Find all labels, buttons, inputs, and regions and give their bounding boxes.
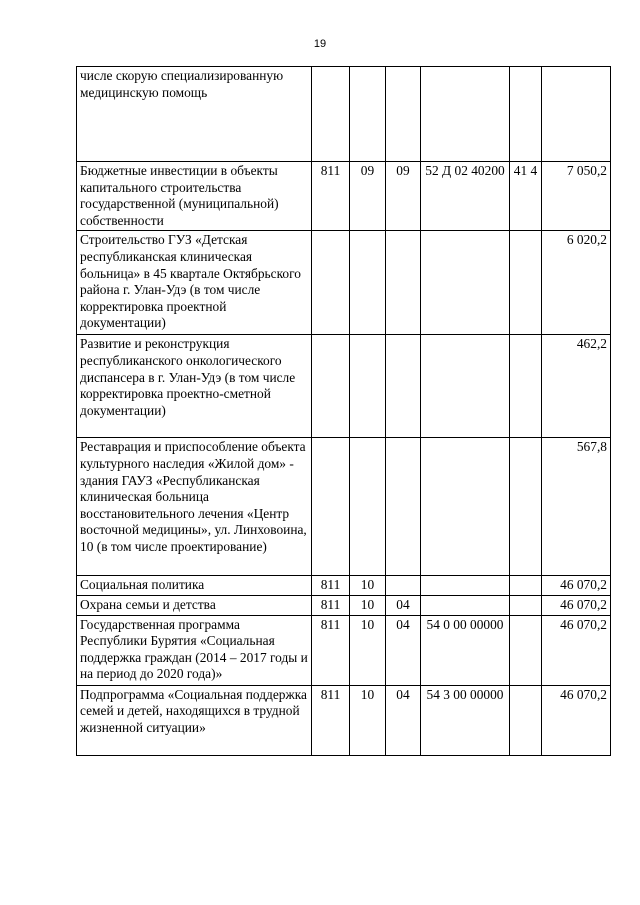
row-sum: 567,8: [542, 438, 611, 576]
row-expense-type: [510, 576, 542, 596]
row-name: Социальная политика: [77, 576, 312, 596]
row-name: Развитие и реконструкция республиканского онкологического диспансера в г. Улан-Удэ (в том числе корректировка проектно-сметной документации): [77, 335, 312, 438]
row-grbs: [312, 438, 350, 576]
row-subsection: [386, 576, 421, 596]
row-subsection: 04: [386, 615, 421, 685]
row-subsection: [386, 67, 421, 162]
row-section: 10: [350, 615, 386, 685]
table-row: [77, 335, 611, 438]
row-subsection: [386, 335, 421, 438]
table-row: [77, 576, 611, 596]
row-section: 10: [350, 595, 386, 615]
row-grbs: 811: [312, 576, 350, 596]
row-grbs: 811: [312, 685, 350, 755]
row-expense-type: [510, 231, 542, 335]
row-name: Реставрация и приспособление объекта культурного наследия «Жилой дом» - здания ГАУЗ «Республиканская клиническая больница восстановительного лечения «Центр восточной медицины», ул. Линховоина, 10 (в том числе проектирование): [77, 438, 312, 576]
row-name: Охрана семьи и детства: [77, 595, 312, 615]
row-sum: [542, 67, 611, 162]
row-section: [350, 335, 386, 438]
row-sum: 46 070,2: [542, 595, 611, 615]
row-expense-type: [510, 67, 542, 162]
table-row: [77, 595, 611, 615]
row-subsection: 09: [386, 162, 421, 231]
row-name: Бюджетные инвестиции в объекты капитального строительства государственной (муниципальной) собственности: [77, 162, 312, 231]
row-section: 09: [350, 162, 386, 231]
row-expense-type: [510, 595, 542, 615]
row-expense-type: 41 4: [510, 162, 542, 231]
row-grbs: [312, 335, 350, 438]
table-row: [77, 615, 611, 685]
row-section: [350, 67, 386, 162]
row-target-article: [421, 231, 510, 335]
row-sum: 462,2: [542, 335, 611, 438]
row-section: [350, 231, 386, 335]
table-row: [77, 162, 611, 231]
row-grbs: 811: [312, 595, 350, 615]
table-row: [77, 67, 611, 162]
row-sum: 7 050,2: [542, 162, 611, 231]
row-name: Государственная программа Республики Бурятия «Социальная поддержка граждан (2014 – 2017 годы и на период до 2020 года)»: [77, 615, 312, 685]
row-target-article: [421, 595, 510, 615]
row-grbs: [312, 231, 350, 335]
row-name: Строительство ГУЗ «Детская республиканская клиническая больница» в 45 квартале Октябрьского района г. Улан-Удэ (в том числе корректировка проектной документации): [77, 231, 312, 335]
row-target-article: 54 3 00 00000: [421, 685, 510, 755]
page-number: 19: [313, 38, 327, 50]
row-target-article: 52 Д 02 40200: [421, 162, 510, 231]
row-target-article: [421, 438, 510, 576]
row-expense-type: [510, 615, 542, 685]
table-row: [77, 438, 611, 576]
budget-table: [76, 66, 611, 756]
row-subsection: 04: [386, 595, 421, 615]
row-grbs: 811: [312, 615, 350, 685]
row-subsection: 04: [386, 685, 421, 755]
row-expense-type: [510, 438, 542, 576]
row-subsection: [386, 438, 421, 576]
row-sum: 46 070,2: [542, 615, 611, 685]
row-target-article: [421, 335, 510, 438]
row-target-article: [421, 576, 510, 596]
row-sum: 46 070,2: [542, 576, 611, 596]
row-sum: 6 020,2: [542, 231, 611, 335]
row-name: числе скорую специализированную медицинскую помощь: [77, 67, 312, 162]
row-name: Подпрограмма «Социальная поддержка семей и детей, находящихся в трудной жизненной ситуации»: [77, 685, 312, 755]
row-expense-type: [510, 685, 542, 755]
table-row: [77, 685, 611, 755]
table-row: [77, 231, 611, 335]
row-section: 10: [350, 685, 386, 755]
row-section: 10: [350, 576, 386, 596]
row-sum: 46 070,2: [542, 685, 611, 755]
row-section: [350, 438, 386, 576]
row-grbs: 811: [312, 162, 350, 231]
row-grbs: [312, 67, 350, 162]
row-target-article: 54 0 00 00000: [421, 615, 510, 685]
row-expense-type: [510, 335, 542, 438]
row-subsection: [386, 231, 421, 335]
row-target-article: [421, 67, 510, 162]
